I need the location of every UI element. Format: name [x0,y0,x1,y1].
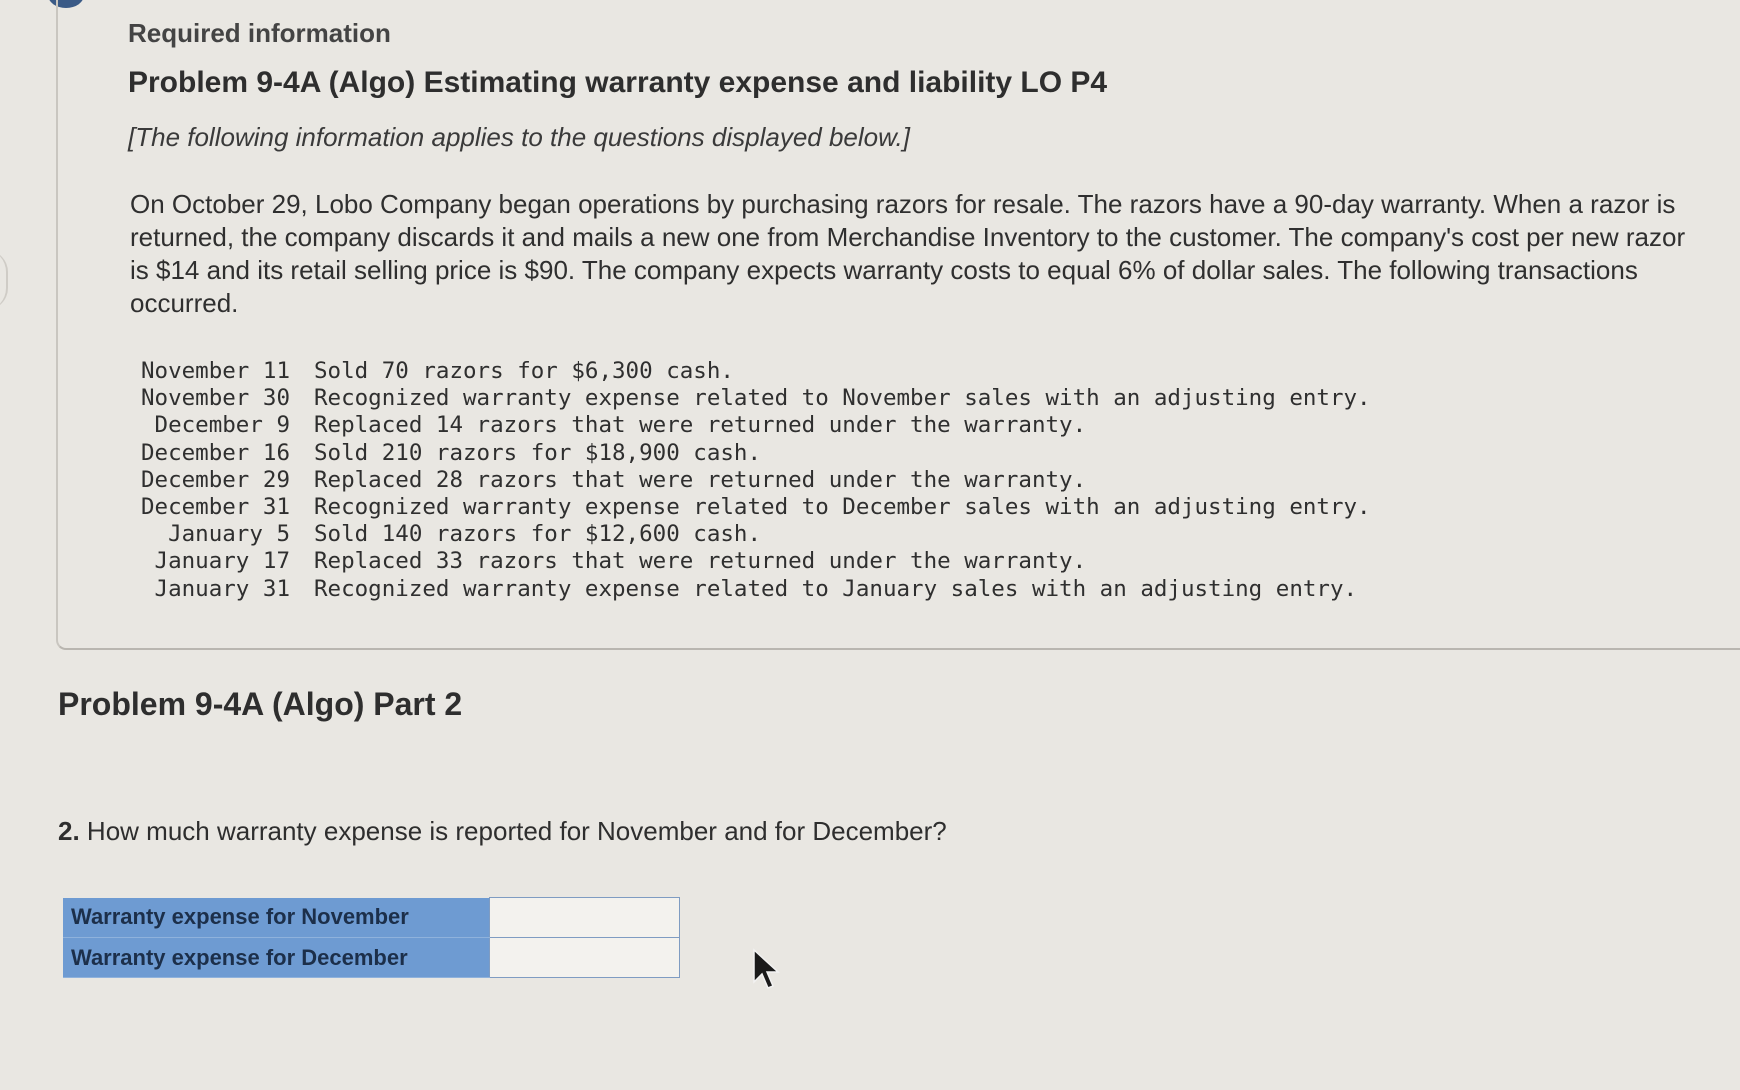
answer-label-november: Warranty expense for November [63,898,489,938]
part-title: Problem 9-4A (Algo) Part 2 [58,686,463,722]
transaction-description: Recognized warranty expense related to January sales with an adjusting entry. [314,575,1358,602]
transaction-description: Sold 70 razors for $6,300 cash. [314,358,734,384]
transactions-list [130,358,1371,603]
transaction-description: Replaced 14 razors that were returned under the warranty. [314,412,1087,439]
transaction-date: January 17 [154,548,290,575]
transaction-row [130,358,1371,385]
transaction-description: Replaced 33 razors that were returned under the warranty. [314,548,1087,575]
transaction-row [130,412,1371,439]
question-number: 2. [58,816,80,846]
answer-row-november [63,898,679,938]
transaction-row [130,521,1371,548]
transaction-description: Recognized warranty expense related to December sales with an adjusting entry. [314,494,1371,521]
intro-paragraph: On October 29, Lobo Company began operations by purchasing razors for resale. The razors have a 90-day warranty. When a razor is returned, the company discards it and mails a new one from Merchandise Inventory to the customer. The company's cost per new razor is $14 and its retail selling price is $90. The company expects warranty costs to equal 6% of dollar sales. The following transactions occurred. [130,189,1686,318]
question-text: How much warranty expense is reported for November and for December? [86,816,947,846]
applies-note: [The following information applies to the questions displayed below.] [128,122,910,152]
transaction-row [130,385,1371,412]
warranty-november-input[interactable] [490,898,679,937]
answer-cell-december[interactable] [489,938,679,978]
answer-cell-november[interactable] [489,898,679,938]
mouse-pointer-icon [752,948,780,992]
transaction-date: November 30 [140,385,290,412]
transaction-date: December 29 [140,466,290,493]
answer-row-december [63,938,679,978]
transaction-row [130,576,1371,603]
transaction-description: Sold 210 razors for $18,900 cash. [314,439,762,466]
transaction-row [130,440,1371,467]
transaction-date: December 9 [154,412,290,439]
answer-table [63,897,680,978]
transaction-description: Replaced 28 razors that were returned under the warranty. [314,466,1087,493]
transaction-date: December 16 [140,439,290,466]
transaction-date: November 11 [140,358,290,384]
left-scroll-arc [0,250,8,310]
transaction-description: Recognized warranty expense related to November sales with an adjusting entry. [314,385,1371,412]
transaction-description: Sold 140 razors for $12,600 cash. [314,521,762,548]
warranty-december-input[interactable] [490,938,679,977]
transaction-row [130,467,1371,494]
question [58,816,947,847]
transaction-row [130,494,1371,521]
problem-title: Problem 9-4A (Algo) Estimating warranty expense and liability LO P4 [128,66,1108,99]
transaction-date: January 31 [154,575,290,602]
required-info-label: Required information [128,18,391,48]
transaction-row [130,548,1371,575]
transaction-date: December 31 [140,494,290,521]
transaction-date: January 5 [168,521,290,548]
answer-label-december: Warranty expense for December [63,938,489,978]
